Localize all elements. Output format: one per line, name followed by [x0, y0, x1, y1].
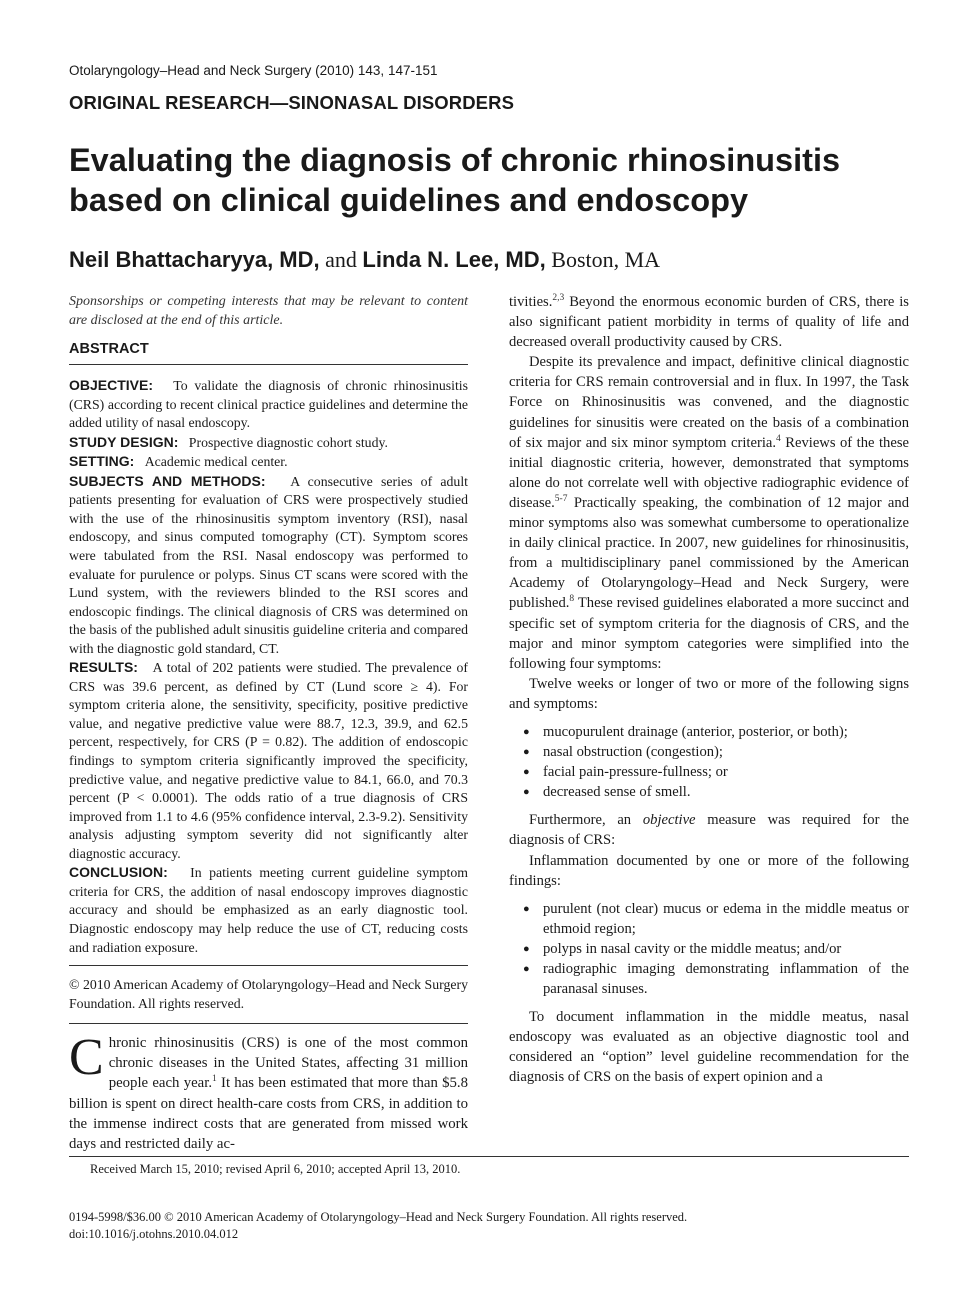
abstract-copyright: © 2010 American Academy of Otolaryngology–Head and Neck Surgery Foundation. All rights reserved.: [69, 977, 468, 1012]
list-item: ● nasal obstruction (congestion);: [509, 742, 909, 762]
abstract-results: [69, 658, 468, 863]
right-column: [509, 292, 909, 1088]
setting-label: SETTING:: [69, 453, 135, 470]
author-line: [69, 247, 660, 273]
abstract-body: [69, 365, 468, 966]
author-location: Boston, MA: [545, 247, 661, 272]
list-item: ● polyps in nasal cavity or the middle meatus; and/or: [509, 939, 909, 959]
results-text: A total of 202 patients were studied. The prevalence of CRS was 39.6 percent, as defined by CT (Lund score ≥ 4). For symptom criteria alone, the sensitivity, specificity, positive predictive value, and negative predictive value were 88.7, 12.3, 39.9, and 62.5 percent, respectively, for CRS (P = 0.82). The addition of endoscopic findings to symptom criteria significantly improved the specificity, predictive value, and negative predictive value to 84.1, 66.0, and 70.3 percent (P < 0.0001). The odds ratio of a true diagnosis of CRS improved from 1.1 to 4.6 (95% confidence interval, 2.3-9.2). Sensitivity analysis adjusting symptom severity did not significantly alter diagnostic accuracy.: [69, 660, 468, 861]
conclusion-text: In patients meeting current guideline symptom criteria for CRS, the addition of nasal endoscopy improves diagnostic accuracy and should be emphasized as an early diagnostic tool. Diagnostic endoscopy may help reduce the use of CT, reducing costs and radiation exposure.: [69, 865, 468, 955]
divider: [69, 1023, 468, 1024]
methods-text: A consecutive series of adult patients presenting for evaluation of CRS were prospectively studied with the use of the rhinosinusitis symptom inventory (RSI), nasal endoscopy, and sinus computed tomography (CT). Symptom scores were tabulated from the RSI. Nasal endoscopy was performed to evaluate for purulence or polyps. Sinus CT scans were scored with the Lund system, with the reviewers blinded to the RSI scores and endoscopic findings. The clinical diagnosis of CRS was determined on the basis of the published adult sinusitis guideline criteria and compared with the diagnostic gold standard, CT.: [69, 473, 468, 656]
findings-list: [509, 899, 909, 999]
intro-text-1: hronic rhinosinusitis (CRS) is one of the most common chronic diseases in the United States, affecting 31 million people each year.: [108, 1035, 468, 1092]
sponsorship-note: Sponsorships or competing interests that may be relevant to content are disclosed at the end of this article.: [69, 294, 468, 328]
emphasis: objective: [642, 812, 696, 829]
drop-cap: C: [69, 1029, 104, 1087]
article-title: Evaluating the diagnosis of chronic rhinosinusitis based on clinical guidelines and endoscopy: [69, 142, 841, 218]
results-label: RESULTS:: [69, 659, 138, 676]
body-text: Reviews of the these initial diagnostic criteria, however, demonstrated that symptoms alone do not correlate well with objective radiographic evidence of disease.: [509, 434, 909, 511]
left-column: [69, 292, 468, 1154]
citation-ref: 1: [212, 1074, 217, 1085]
list-item: ● facial pain-pressure-fullness; or: [509, 762, 909, 782]
abstract-conclusion: [69, 863, 468, 957]
intro-paragraph: [69, 1029, 468, 1154]
body-text: Despite its prevalence and impact, definitive clinical diagnostic criteria for CRS remain controversial and in flux. In 1997, the Task Force on Rhinosinusitis was convened, and the diagnostic guidelines for sinusitis were created on the basis of a combination of six major and six minor symptom criteria.: [509, 354, 909, 451]
body-paragraph: Twelve weeks or longer of two or more of the following signs and symptoms:: [509, 675, 909, 712]
body-paragraph: [509, 810, 909, 850]
journal-citation: Otolaryngology–Head and Neck Surgery (2010) 143, 147-151: [69, 63, 438, 78]
received-dates: Received March 15, 2010; revised April 6, 2010; accepted April 13, 2010.: [90, 1162, 461, 1176]
section-heading: ORIGINAL RESEARCH—SINONASAL DISORDERS: [69, 92, 515, 113]
doi-link[interactable]: doi:10.1016/j.otohns.2010.04.012: [69, 1227, 239, 1241]
author-2: Linda N. Lee, MD,: [362, 247, 546, 272]
objective-label: OBJECTIVE:: [69, 377, 154, 394]
list-item: ● mucopurulent drainage (anterior, posterior, or both);: [509, 722, 909, 742]
abstract-objective: [69, 376, 468, 433]
body-paragraph: To document inflammation in the middle meatus, nasal endoscopy was evaluated as an objective diagnostic tool and considered an “option” level guideline recommendation for the diagnosis of CRS on the basis of expert opinion and a: [509, 1009, 909, 1086]
methods-label: SUBJECTS AND METHODS:: [69, 472, 266, 489]
citation-ref: 2,3: [552, 293, 565, 304]
setting-text: Academic medical center.: [144, 454, 288, 470]
list-item: ● purulent (not clear) mucus or edema in the middle meatus or ethmoid region;: [509, 899, 909, 939]
author-conjunction: and: [319, 247, 363, 272]
abstract-heading: ABSTRACT: [69, 339, 468, 365]
body-paragraph: Inflammation documented by one or more of the following findings:: [509, 852, 909, 889]
author-1: Neil Bhattacharyya, MD,: [69, 247, 320, 272]
intro-text-2: It has been estimated that more than $5.8 billion is spent on direct health-care costs from CRS, in addition to the immense indirect costs that are generated from missed work days and restricted daily ac-: [69, 1075, 468, 1153]
citation-ref: 5-7: [554, 494, 568, 505]
body-text: tivities.: [509, 294, 553, 310]
issn-line: 0194-5998/$36.00 © 2010 American Academy of Otolaryngology–Head and Neck Surgery Foundation. All rights reserved.: [69, 1210, 688, 1224]
abstract-setting: [69, 452, 468, 472]
body-text: Beyond the enormous economic burden of CRS, there is also significant patient morbidity in terms of quality of life and decreased overall productivity caused by CRS.: [509, 294, 909, 351]
list-item: ● radiographic imaging demonstrating inflammation of the paranasal sinuses.: [509, 959, 909, 999]
body-paragraph: [509, 352, 909, 674]
abstract-methods: [69, 472, 468, 658]
conclusion-label: CONCLUSION:: [69, 864, 168, 881]
abstract-design: [69, 433, 468, 453]
body-paragraph: [509, 292, 909, 352]
design-label: STUDY DESIGN:: [69, 433, 179, 450]
footer-divider: [69, 1156, 909, 1157]
design-text: Prospective diagnostic cohort study.: [188, 434, 388, 450]
citation-ref: 8: [569, 594, 575, 605]
body-text: These revised guidelines elaborated a more succinct and specific set of symptom criteria for the diagnosis of CRS, and the major and minor symptom categories were simplified into the following four symptoms:: [509, 595, 909, 672]
body-text: Furthermore, an: [529, 812, 643, 829]
objective-text: To validate the diagnosis of chronic rhinosinusitis (CRS) according to recent clinical practice guidelines and determine the added utility of nasal endoscopy.: [69, 378, 468, 431]
body-text: measure was required for the diagnosis of CRS:: [509, 812, 910, 849]
body-text: Practically speaking, the combination of 12 major and minor symptoms also was somewhat cumbersome to operationalize in daily clinical practice. In 2007, new guidelines for rhinosinusitis, from a multidisciplinary panel commissioned by the American Academy of Otolaryngology–Head and Neck Surgery, were published.: [509, 494, 909, 612]
list-item: ● decreased sense of smell.: [509, 782, 909, 802]
symptom-list: [509, 722, 909, 802]
citation-ref: 4: [776, 433, 781, 444]
